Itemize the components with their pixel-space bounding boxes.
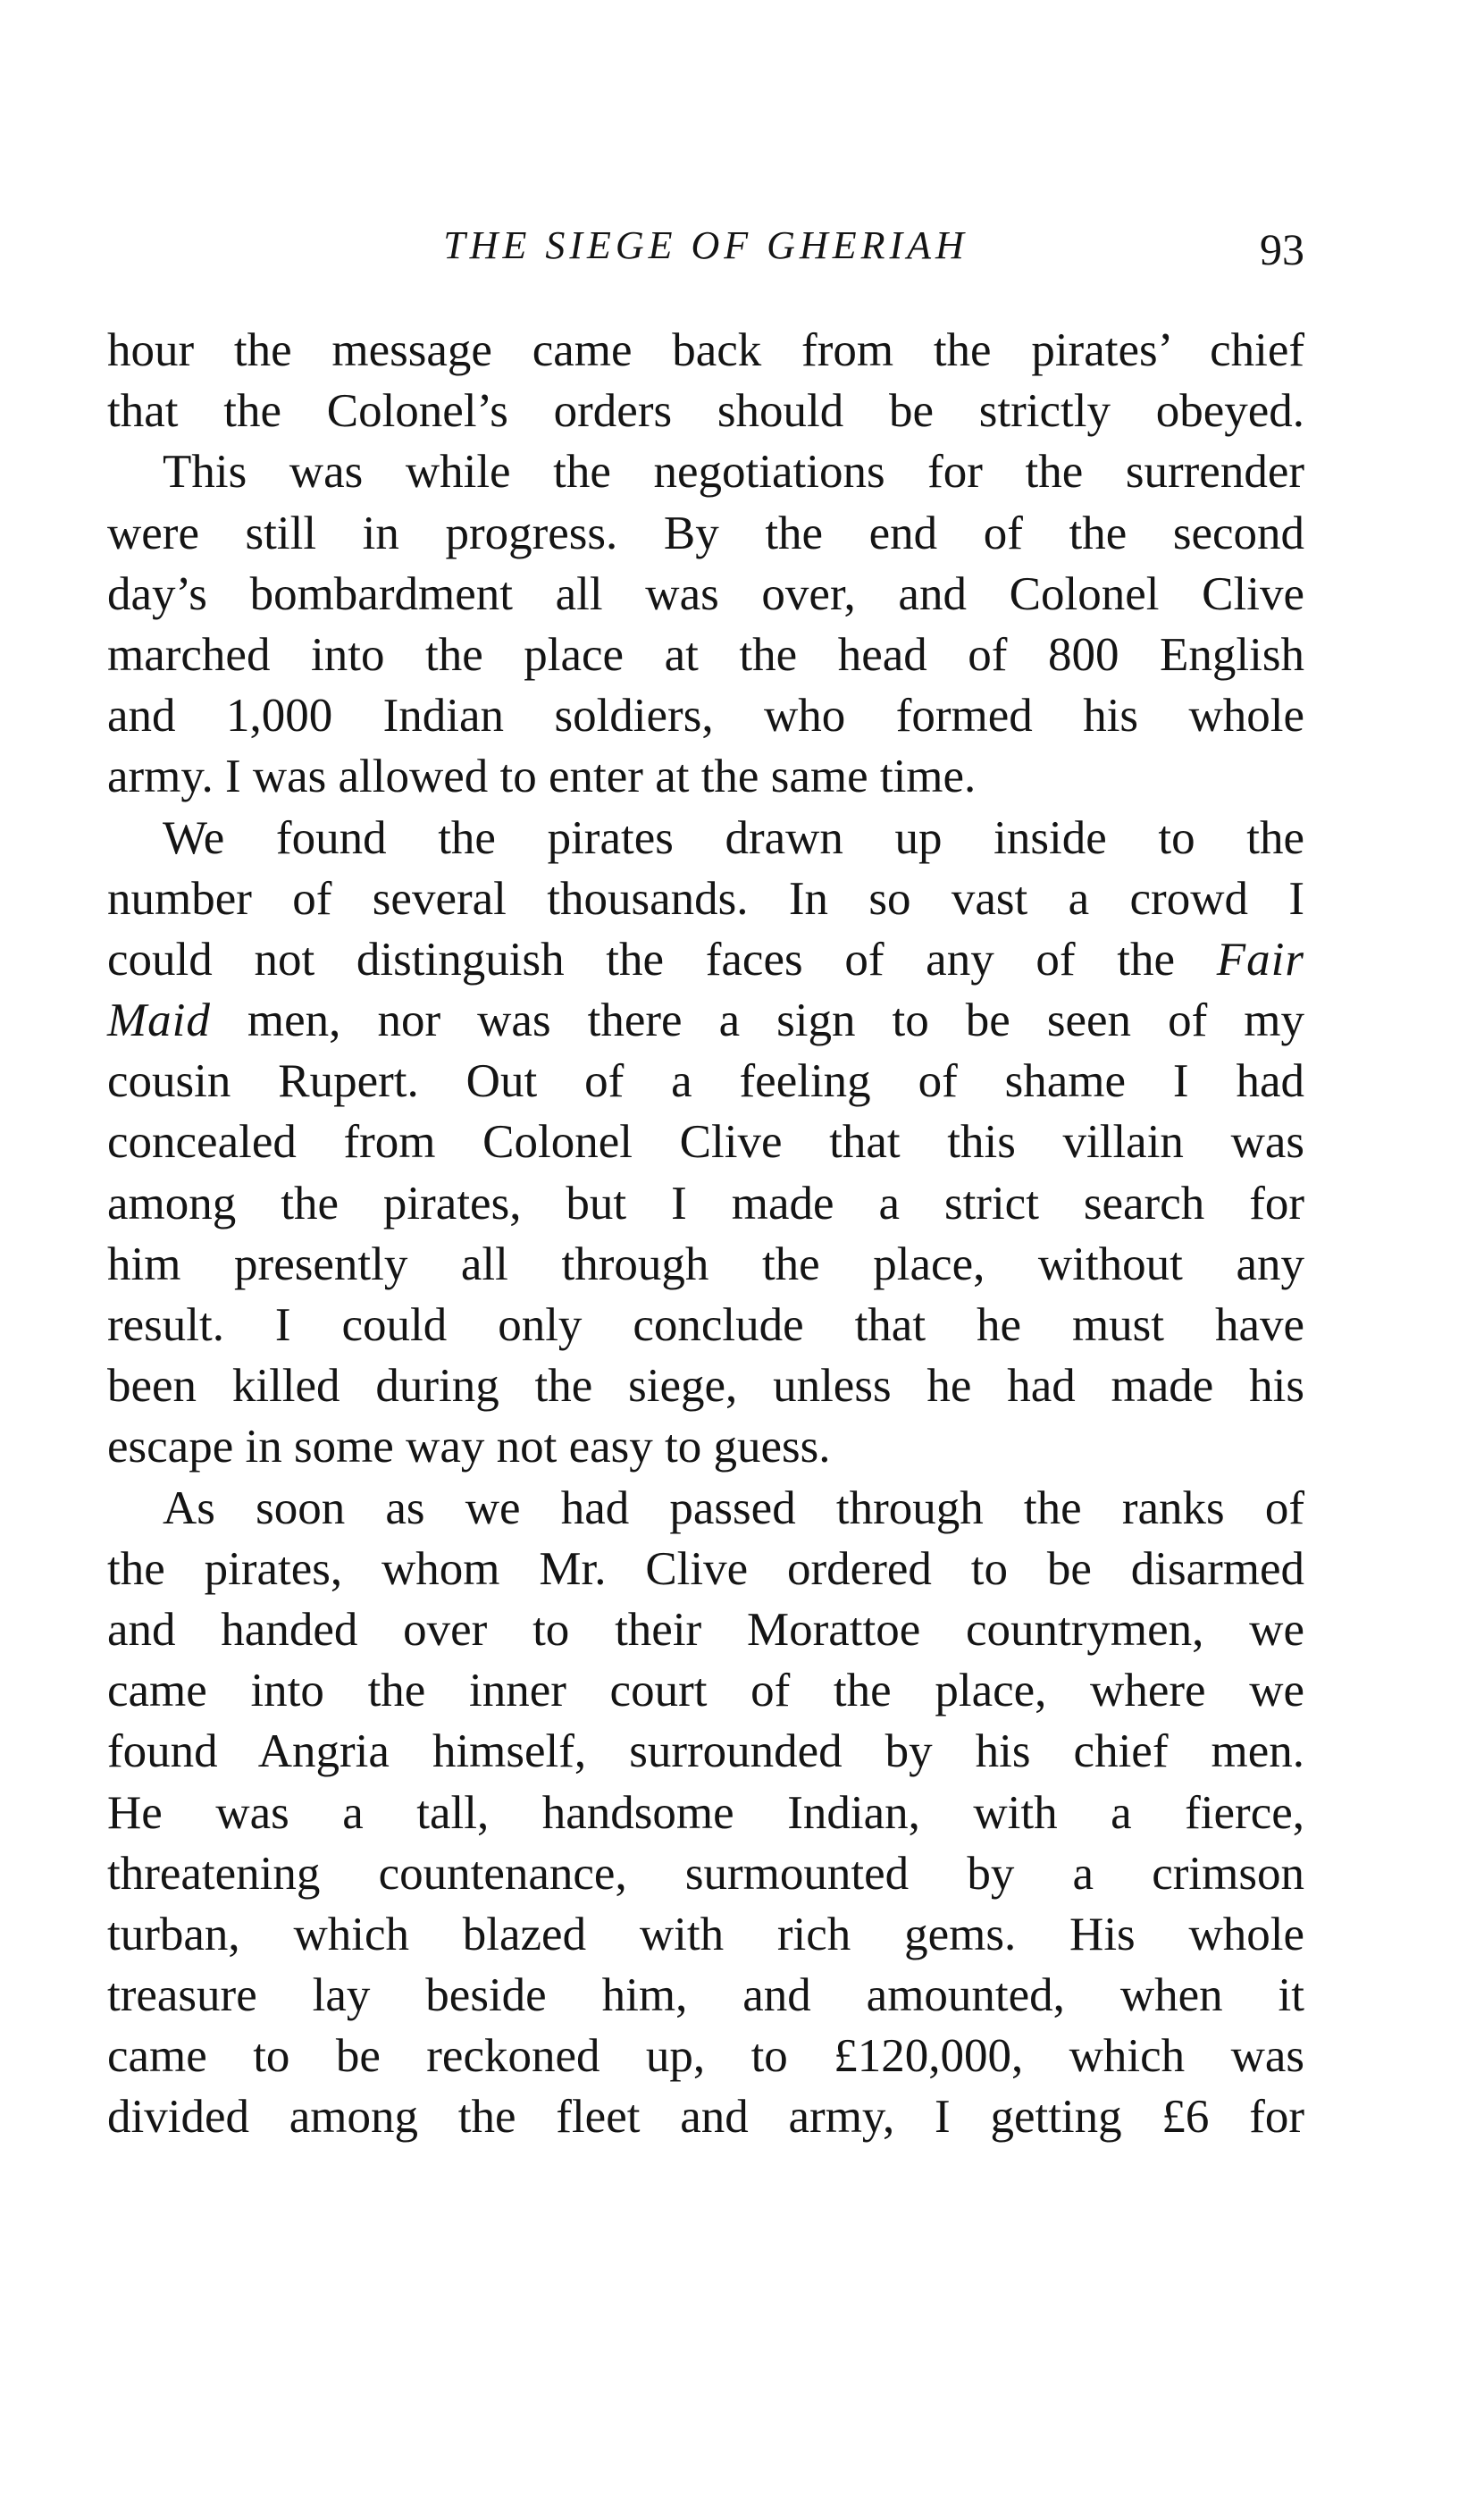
text-segment: men, nor was there a sign to be seen of my [247,995,1305,1047]
text-line: and 1,000 Indian soldiers, who formed his whole [107,690,1304,743]
text-line: the pirates, whom Mr. Clive ordered to be disarmed [107,1542,1304,1595]
text-segment: could not distinguish the faces of any of the [107,933,1176,986]
text-line: He was a tall, handsome Indian, with a fierce, [107,1786,1304,1839]
running-title: THE SIEGE OF GHERIAH [443,223,968,267]
text-line: threatening countenance, surmounted by a crimson [107,1847,1304,1900]
text-line: treasure lay beside him, and amounted, when it [107,1969,1304,2022]
text-line: escape in some way not easy to guess. [107,1421,831,1473]
text-line: As soon as we had passed through the ranks of [163,1481,1304,1534]
text-line: among the pirates, but I made a strict search for [107,1177,1304,1230]
text-line: cousin Rupert. Out of a feeling of shame I had [107,1055,1304,1108]
ship-name-italic: Maid [107,995,211,1047]
text-line: him presently all through the place, without any [107,1238,1304,1290]
text-line: This was while the negotiations for the surrender [163,446,1304,499]
text-line: marched into the place at the head of 800 English [107,628,1304,681]
text-line: came to be reckoned up, to £120,000, which was [107,2030,1304,2083]
text-line: concealed from Colonel Clive that this villain was [107,1116,1304,1169]
text-line: found Angria himself, surrounded by his chief men. [107,1725,1304,1778]
text-line: came into the inner court of the place, where we [107,1665,1304,1717]
text-line: army. I was allowed to enter at the same time. [107,751,977,803]
body-text [107,320,1304,2148]
ship-name-italic: Fair [1216,933,1304,986]
text-line: We found the pirates drawn up inside to the [163,811,1304,864]
text-line [107,929,1304,990]
text-line: that the Colonel’s orders should be strictly obeyed. [107,385,1304,438]
text-line: were still in progress. By the end of the second [107,507,1304,559]
text-line [107,990,1304,1051]
text-line: day’s bombardment all was over, and Colonel Clive [107,567,1304,620]
page-number: 93 [1260,224,1304,274]
text-line: result. I could only conclude that he must have [107,1299,1304,1351]
text-line: hour the message came back from the pirates’ chief [107,324,1304,376]
text-line: and handed over to their Morattoe countrymen, we [107,1603,1304,1656]
text-line: turban, which blazed with rich gems. His whole [107,1908,1304,1960]
text-line: number of several thousands. In so vast a crowd I [107,872,1304,925]
text-line: been killed during the siege, unless he had made his [107,1360,1304,1413]
running-head [107,214,1304,277]
text-line: divided among the fleet and army, I getting £6 for [107,2091,1304,2144]
